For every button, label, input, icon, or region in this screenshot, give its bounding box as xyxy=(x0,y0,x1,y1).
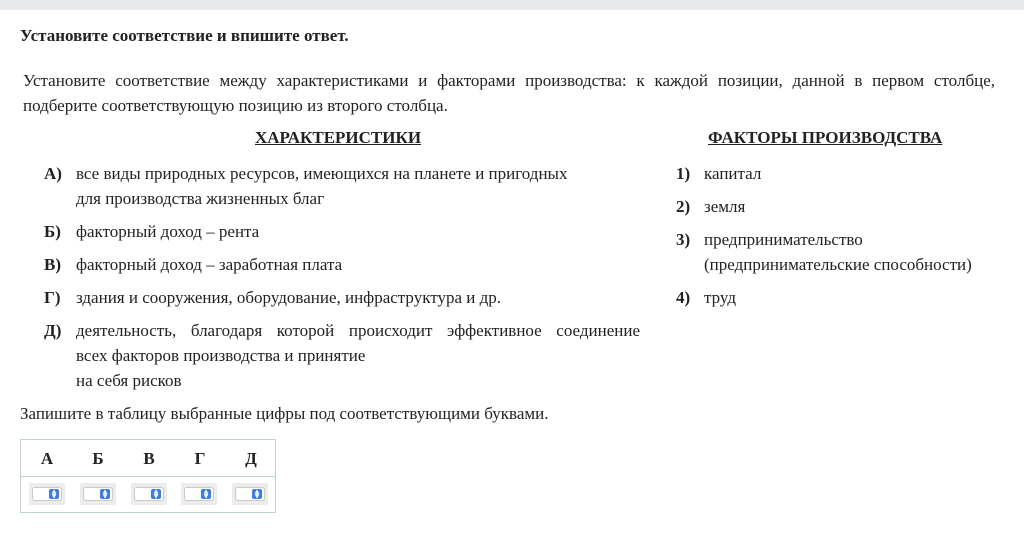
task-intro-line-1: Установите соответствие между характеристиками и факторами производства: к каждой позиции, данной в первом столбце, xyxy=(23,71,995,90)
characteristic-text xyxy=(76,161,640,211)
answer-select-v[interactable] xyxy=(131,483,167,505)
answer-column-letter: Г xyxy=(194,449,206,468)
characteristic-text xyxy=(76,219,640,244)
characteristic-key: А) xyxy=(44,164,62,183)
task-intro xyxy=(23,68,995,118)
up-down-chevron-icon: ▲ ▼ xyxy=(151,489,161,499)
task-heading: Установите соответствие и впишите ответ. xyxy=(20,26,349,45)
answer-dropdown[interactable] xyxy=(83,487,113,501)
characteristic-line: здания и сооружения, оборудование, инфраструктура и др. xyxy=(76,288,501,307)
characteristic-key: В) xyxy=(44,255,61,274)
answer-instruction: Запишите в таблицу выбранные цифры под соответствующими буквами. xyxy=(20,404,549,423)
factor-line: (предпринимательские способности) xyxy=(704,255,972,274)
factor-text xyxy=(704,227,1004,277)
answer-select-g[interactable] xyxy=(181,483,217,505)
factor-key: 2) xyxy=(676,197,691,216)
factor-line: земля xyxy=(704,197,746,216)
task-intro-line-2: подберите соответствующую позицию из второго столбца. xyxy=(23,96,448,115)
characteristic-line: факторный доход – заработная плата xyxy=(76,255,343,274)
factor-text xyxy=(704,161,1004,186)
characteristic-key: Д) xyxy=(44,321,62,340)
answer-dropdown[interactable] xyxy=(184,487,214,501)
answer-column-letter: В xyxy=(143,449,155,468)
factor-key: 4) xyxy=(676,288,691,307)
factor-key: 1) xyxy=(676,164,691,183)
characteristic-text xyxy=(76,285,640,310)
up-down-chevron-icon: ▲ ▼ xyxy=(201,489,211,499)
answer-select-d[interactable] xyxy=(232,483,268,505)
characteristic-line: для производства жизненных благ xyxy=(76,189,325,208)
characteristic-line: все виды природных ресурсов, имеющихся на планете и пригодных xyxy=(76,164,568,183)
factor-key: 3) xyxy=(676,230,691,249)
factor-text xyxy=(704,194,1004,219)
characteristics-column-title: ХАРАКТЕРИСТИКИ xyxy=(255,128,422,147)
factor-text xyxy=(704,285,1004,310)
factor-line: труд xyxy=(704,288,736,307)
answer-dropdown[interactable] xyxy=(32,487,62,501)
characteristic-key: Г) xyxy=(44,288,61,307)
up-down-chevron-icon: ▲ ▼ xyxy=(252,489,262,499)
characteristic-line: факторный доход – рента xyxy=(76,222,260,241)
characteristic-text xyxy=(76,252,640,277)
up-down-chevron-icon: ▲ ▼ xyxy=(49,489,59,499)
answer-select-b[interactable] xyxy=(80,483,116,505)
answer-dropdown[interactable] xyxy=(134,487,164,501)
characteristic-key: Б) xyxy=(44,222,61,241)
answer-column-letter: А xyxy=(40,449,54,468)
answer-column-letter: Д xyxy=(245,449,257,468)
answer-table xyxy=(20,439,276,513)
characteristic-line: на себя рисков xyxy=(76,371,182,390)
answer-column-letter: Б xyxy=(92,449,104,468)
factors-column-title: ФАКТОРЫ ПРОИЗВОДСТВА xyxy=(708,128,943,147)
characteristic-line: деятельность, благодаря которой происходит эффективное соединение xyxy=(76,321,640,340)
answer-select-a[interactable] xyxy=(29,483,65,505)
factor-line: предпринимательство xyxy=(704,230,863,249)
characteristic-text xyxy=(76,318,640,393)
factor-line: капитал xyxy=(704,164,762,183)
top-bar xyxy=(0,0,1024,10)
answer-dropdown[interactable] xyxy=(235,487,265,501)
characteristic-line: всех факторов производства и принятие xyxy=(76,346,366,365)
up-down-chevron-icon: ▲ ▼ xyxy=(100,489,110,499)
